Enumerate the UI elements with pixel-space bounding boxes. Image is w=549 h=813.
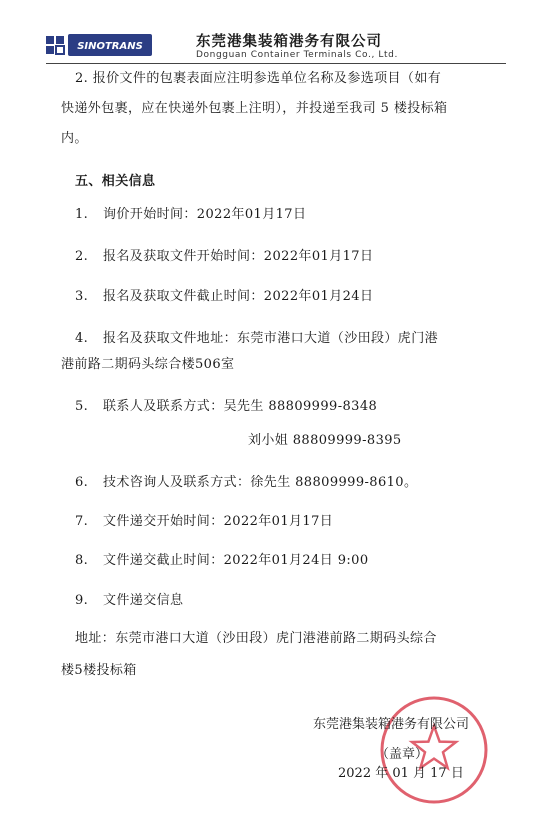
- seal-label: （盖章）: [376, 747, 429, 762]
- info-item-text: 文件递交信息: [103, 593, 184, 608]
- info-item-text: 报名及获取文件地址：东莞市港口大道（沙田段）虎门港: [103, 331, 439, 346]
- info-item-continuation: 港前路二期码头综合楼506室: [61, 357, 235, 372]
- info-item-num: 6.: [75, 475, 89, 490]
- info-item-num: 9.: [75, 593, 89, 608]
- para2-line2: 快递外包裹，应在快递外包裹上注明），并投递至我司 5 楼投标箱: [61, 101, 448, 116]
- info-item-text: 文件递交截止时间：2022年01月24日 9:00: [103, 553, 369, 568]
- para2-line1: 2. 报价文件的包裹表面应注明参选单位名称及参选项目（如有: [75, 71, 442, 86]
- company-name-en: Dongguan Container Terminals Co., Ltd.: [196, 50, 398, 60]
- address-line2: 楼5楼投标箱: [61, 663, 137, 678]
- info-item-text: 文件递交开始时间：2022年01月17日: [103, 514, 334, 529]
- info-item-text: 联系人及联系方式：吴先生 88809999-8348: [103, 399, 378, 414]
- info-item-num: 4.: [75, 331, 89, 346]
- info-item-num: 2.: [75, 249, 89, 264]
- signature-date: 2022 年 01 月 17 日: [338, 766, 464, 781]
- info-item-num: 7.: [75, 514, 89, 529]
- info-item-text: 技术咨询人及联系方式：徐先生 88809999-8610。: [103, 475, 418, 490]
- letterhead: [46, 30, 506, 66]
- header-divider: [46, 63, 506, 64]
- logo-text: SINOTRANS: [77, 41, 143, 52]
- company-name-cn: 东莞港集装箱港务有限公司: [196, 33, 382, 50]
- signature-company: 东莞港集装箱港务有限公司: [313, 717, 470, 732]
- address-line1: 地址：东莞市港口大道（沙田段）虎门港港前路二期码头综合: [75, 631, 437, 646]
- info-item-num: 3.: [75, 289, 89, 304]
- info-item-num: 8.: [75, 553, 89, 568]
- info-item-num: 5.: [75, 399, 89, 414]
- info-item-continuation: 刘小姐 88809999-8395: [248, 433, 402, 448]
- info-item-text: 报名及获取文件开始时间：2022年01月17日: [103, 249, 374, 264]
- company-logo: [46, 32, 154, 60]
- info-item-text: 询价开始时间：2022年01月17日: [103, 207, 307, 222]
- info-item-text: 报名及获取文件截止时间：2022年01月24日: [103, 289, 374, 304]
- section5-title: 五、相关信息: [75, 174, 156, 189]
- info-item-num: 1.: [75, 207, 89, 222]
- para2-line3: 内。: [61, 131, 88, 146]
